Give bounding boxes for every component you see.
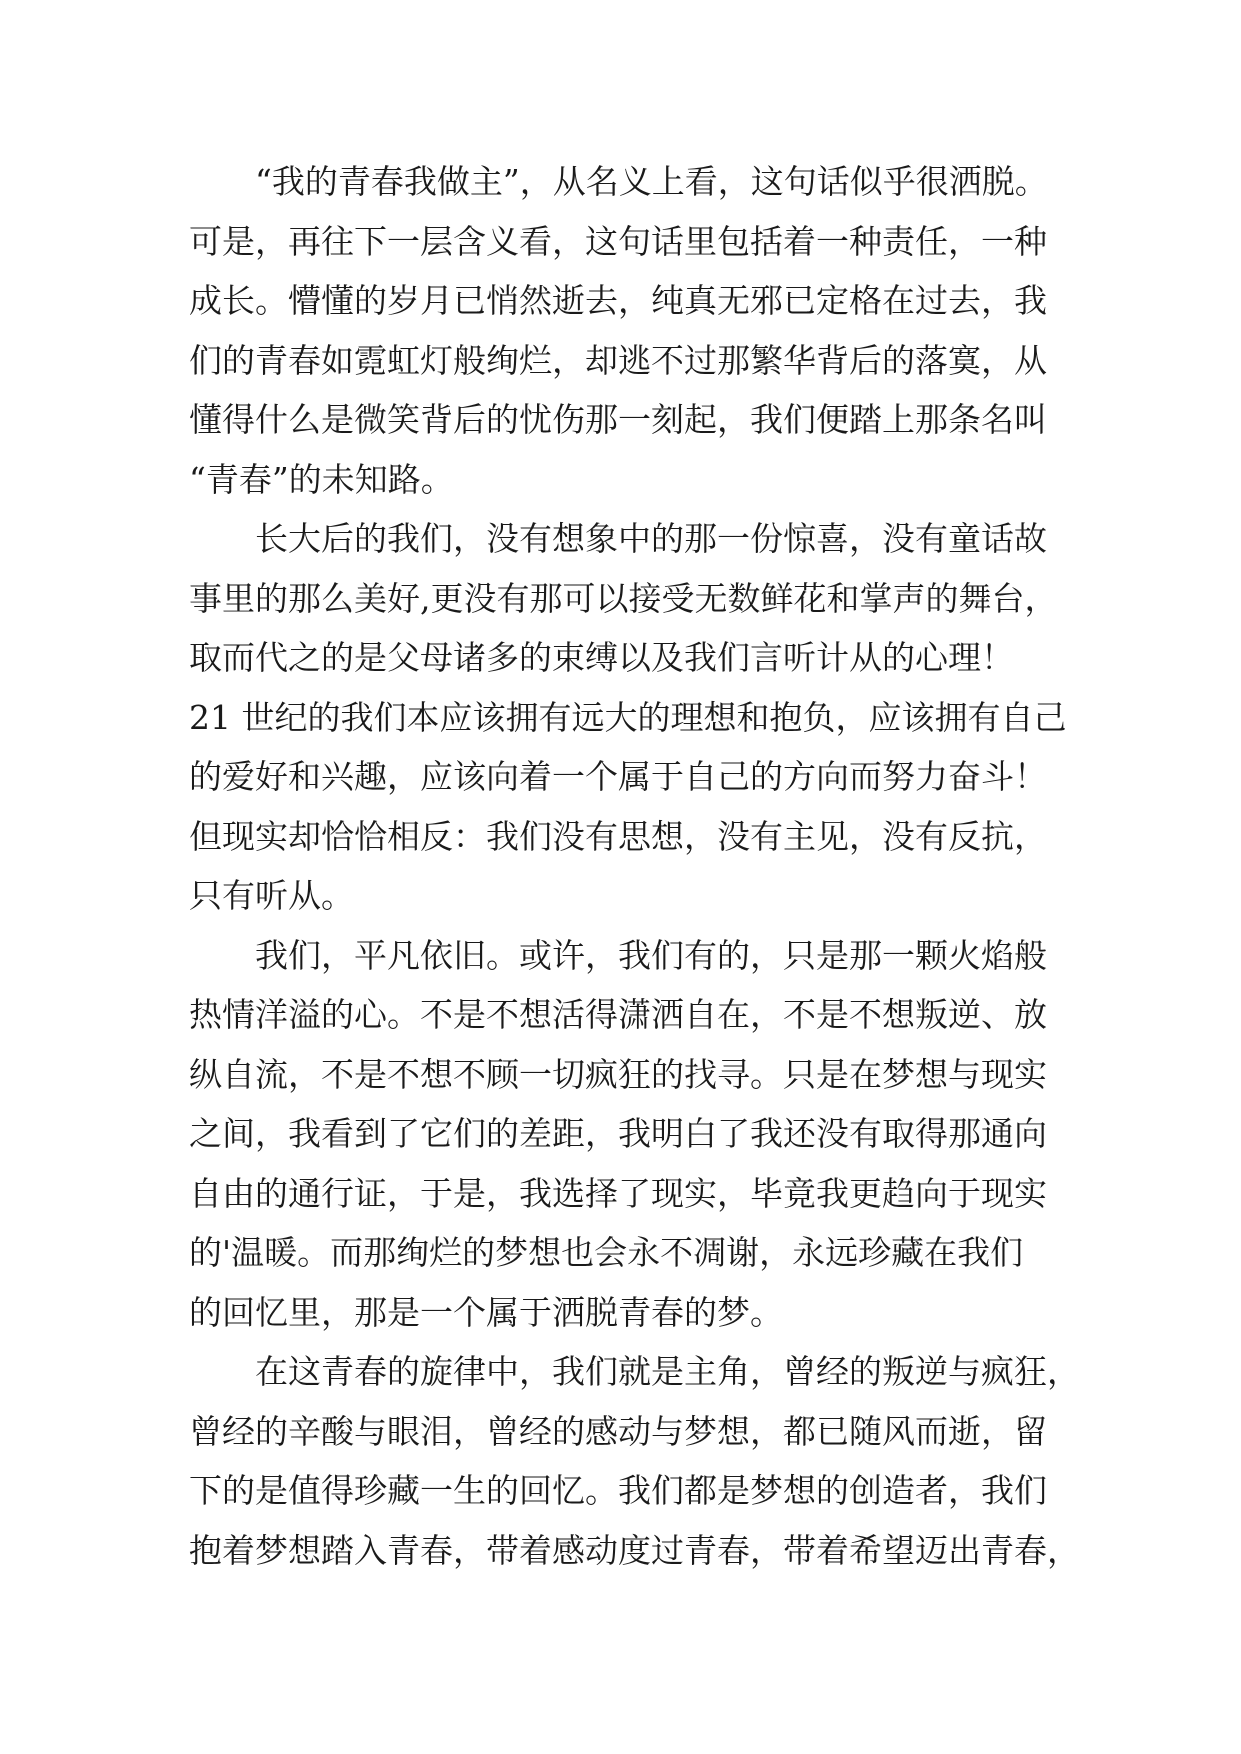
text-line: 的爱好和兴趣，应该向着一个属于自己的方向而努力奋斗！ [189,757,1047,796]
text-line: 自由的通行证，于是，我选择了现实，毕竟我更趋向于现实 [189,1173,1047,1213]
text-line: 21 世纪的我们本应该拥有远大的理想和抱负，应该拥有自己 [189,697,1067,737]
paragraph-first-line: 我们，平凡依旧。或许，我们有的，只是那一颗火焰般 [255,935,1047,975]
text-line: 可是，再往下一层含义看，这句话里包括着一种责任，一种 [189,221,1047,261]
text-line: 但现实却恰恰相反：我们没有思想，没有主见，没有反抗， [189,816,1047,856]
essay-body [189,152,1080,1580]
text-line: “青春”的未知路。 [189,459,454,499]
paragraph-first-line: 在这青春的旋律中，我们就是主角，曾经的叛逆与疯狂， [255,1352,1080,1391]
text-line: 事里的那么美好,更没有那可以接受无数鲜花和掌声的舞台， [189,578,1058,618]
text-line: 们的青春如霓虹灯般绚烂，却逃不过那繁华背后的落寞，从 [189,340,1047,380]
paragraph-first-line: “我的青春我做主”，从名义上看，这句话似乎很洒脱。 [255,162,1048,201]
text-line: 懂得什么是微笑背后的忧伤那一刻起，我们便踏上那条名叫 [189,400,1047,439]
text-line: 纵自流，不是不想不顾一切疯狂的找寻。只是在梦想与现实 [189,1054,1047,1094]
text-line: 取而代之的是父母诸多的束缚以及我们言听计从的心理！ [189,638,1014,677]
text-line: 的回忆里，那是一个属于洒脱青春的梦。 [189,1292,783,1332]
text-line: 只有听从。 [189,876,354,915]
text-line: 热情洋溢的心。不是不想活得潇洒自在，不是不想叛逆、放 [189,995,1047,1034]
text-line: 的'温暖。而那绚烂的梦想也会永不凋谢，永远珍藏在我们 [189,1233,1024,1272]
text-line: 成长。懵懂的岁月已悄然逝去，纯真无邪已定格在过去，我 [189,281,1047,320]
paragraph-first-line: 长大后的我们，没有想象中的那一份惊喜，没有童话故 [255,519,1047,558]
text-line: 之间，我看到了它们的差距，我明白了我还没有取得那通向 [189,1114,1047,1153]
text-line: 抱着梦想踏入青春，带着感动度过青春，带着希望迈出青春， [189,1530,1080,1570]
text-line: 下的是值得珍藏一生的回忆。我们都是梦想的创造者，我们 [189,1471,1047,1510]
text-line: 曾经的辛酸与眼泪，曾经的感动与梦想，都已随风而逝，留 [189,1411,1047,1451]
